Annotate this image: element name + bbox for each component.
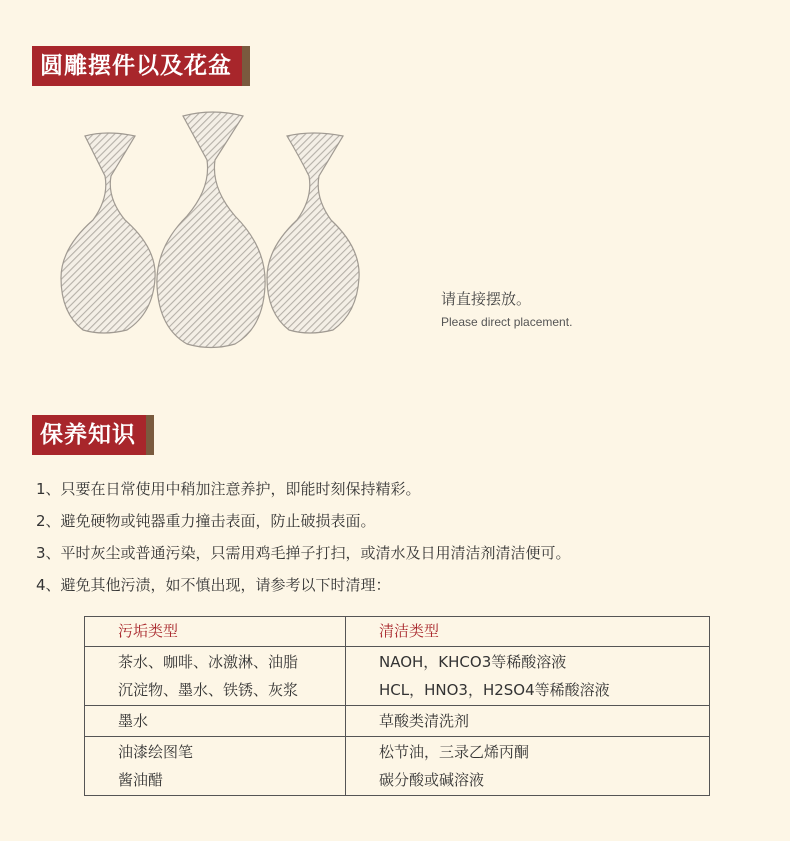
clean-cell <box>346 647 710 706</box>
stain-cell <box>85 737 346 796</box>
section-title-care <box>32 415 154 455</box>
stain-cell <box>85 706 346 737</box>
section-title-cap <box>242 46 250 86</box>
clean-text: NAOH，KHCO3等稀酸溶液 <box>379 653 567 671</box>
stain-text: 茶水、咖啡、冰激淋、油脂 <box>118 653 299 671</box>
section-title-display-label: 圆雕摆件以及花盆 <box>32 46 242 86</box>
header-stain-type: 污垢类型 <box>85 617 346 647</box>
stain-text: 酱油醋 <box>118 771 164 789</box>
care-tips-list <box>36 475 571 603</box>
vase-left <box>61 133 155 333</box>
clean-text: 松节油，三录乙烯丙酮 <box>379 743 530 761</box>
stain-text: 沉淀物、墨水、铁锈、灰浆 <box>118 681 299 699</box>
section-title-cap <box>146 415 154 455</box>
section-title-care-label: 保养知识 <box>32 415 146 455</box>
clean-text: 碳分酸或碱溶液 <box>379 771 485 789</box>
clean-text: 草酸类清洗剂 <box>379 712 470 730</box>
vases-illustration <box>55 108 375 353</box>
cleaning-table <box>84 616 710 796</box>
table-row <box>85 737 710 796</box>
placement-note-en: Please direct placement. <box>441 315 573 329</box>
table-row <box>85 647 710 706</box>
placement-note <box>441 289 572 329</box>
placement-note-cn: 请直接摆放。 <box>441 290 532 308</box>
care-tip: 1、只要在日常使用中稍加注意养护，即能时刻保持精彩。 <box>36 480 421 498</box>
care-tip: 2、避免硬物或钝器重力撞击表面，防止破损表面。 <box>36 512 376 530</box>
stain-text: 油漆绘图笔 <box>118 743 194 761</box>
header-clean-type: 清洁类型 <box>346 617 710 647</box>
stain-cell <box>85 647 346 706</box>
table-row <box>85 706 710 737</box>
table-header-row <box>85 617 710 647</box>
care-tip: 3、平时灰尘或普通污染，只需用鸡毛掸子打扫，或清水及日用清洁剂清洁便可。 <box>36 544 571 562</box>
vase-right <box>267 133 359 333</box>
clean-cell <box>346 737 710 796</box>
clean-text: HCL，HNO3，H2SO4等稀酸溶液 <box>379 681 610 699</box>
care-tip: 4、避免其他污渍，如不慎出现，请参考以下时清理： <box>36 576 391 594</box>
stain-text: 墨水 <box>118 712 149 730</box>
vase-center <box>157 112 265 348</box>
section-title-display <box>32 46 250 86</box>
clean-cell <box>346 706 710 737</box>
